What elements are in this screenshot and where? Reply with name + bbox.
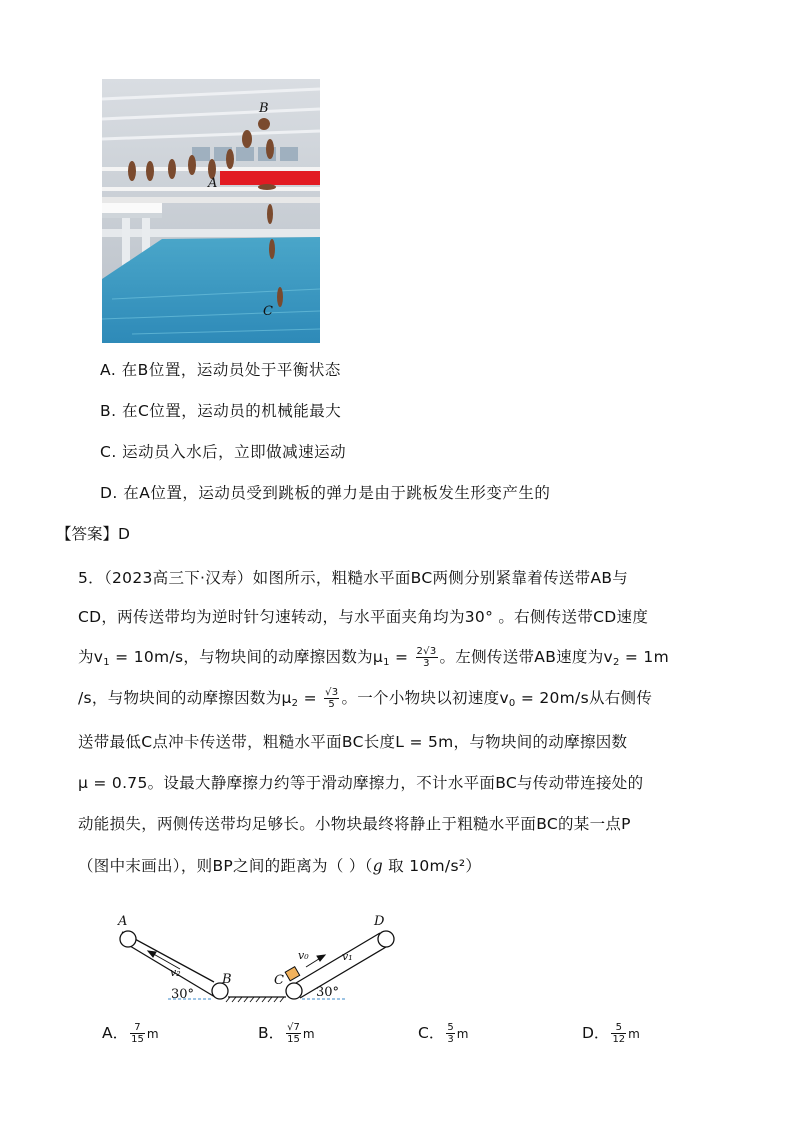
q5-option-d: D． $\frac{5}{12}$ m: [582, 1022, 640, 1045]
q5-line-4: /s，与物块间的动摩擦因数为$\mu_2$ = $\frac{√3}{5}$ 。一个小物块以初速度$v_0 = 20m/s$从右侧传: [78, 687, 653, 710]
photo-label-a: A: [208, 176, 218, 191]
q5-line-3: 为$v_1 = 10m/s$，与物块间的动摩擦因数为$\mu_1$ = $\frac{2√3}{3}$ 。左侧传送带AB速度为$v_2 = 1m$: [78, 646, 669, 669]
label-v1: v₁: [342, 950, 353, 963]
label-angle-right: 30°: [316, 985, 340, 1000]
q5-option-c: C． $\frac{5}{3}$ m: [418, 1022, 469, 1045]
q4-option-a: A. 在B位置，运动员处于平衡状态: [100, 361, 341, 379]
label-a: A: [118, 914, 128, 929]
label-d: D: [374, 914, 385, 929]
fraction-mu2: $\frac{√3}{5}$: [325, 687, 339, 710]
label-c: C: [274, 973, 284, 988]
fraction-mu1: $\frac{2√3}{3}$: [416, 646, 437, 669]
label-b: B: [222, 972, 232, 987]
q5-option-b: B． $\frac{√7}{15}$ m: [258, 1022, 315, 1045]
photo-label-b: B: [259, 101, 269, 116]
q4-option-c: C. 运动员入水后，立即做减速运动: [100, 443, 347, 461]
label-angle-left: 30°: [171, 987, 195, 1002]
photo-label-c: C: [263, 304, 273, 319]
label-v0: v₀: [298, 949, 309, 962]
conveyor-diagram: [110, 905, 410, 1005]
q5-line-5: 送带最低C点冲卡传送带，粗糙水平面BC长度L = 5m，与物块间的动摩擦因数: [78, 733, 628, 751]
label-v2: v₂: [170, 966, 181, 979]
answer-label: 【答案】D: [56, 525, 130, 543]
q5-line-2: CD，两传送带均为逆时针匀速转动，与水平面夹角均为30° 。右侧传送带CD速度: [78, 608, 649, 626]
diving-photo: [102, 79, 320, 343]
q5-line-1: 5．（2023高三下·汉寿）如图所示，粗糙水平面BC两侧分别紧靠着传送带AB与: [78, 569, 629, 587]
q5-line-8: （图中末画出），则BP之间的距离为（ ）（g 取 10m/s²）: [78, 857, 482, 875]
q4-option-d: D. 在A位置，运动员受到跳板的弹力是由于跳板发生形变产生的: [100, 484, 551, 502]
q5-line-7: 动能损失，两侧传送带均足够长。小物块最终将静止于粗糙水平面BC的某一点P: [78, 815, 631, 833]
q5-line-6: μ = 0.75。设最大静摩擦力约等于滑动摩擦力，不计水平面BC与传动带连接处的: [78, 774, 644, 792]
q4-option-b: B. 在C位置，运动员的机械能最大: [100, 402, 342, 420]
q5-option-a: A． $\frac{7}{15}$ m: [102, 1022, 159, 1045]
